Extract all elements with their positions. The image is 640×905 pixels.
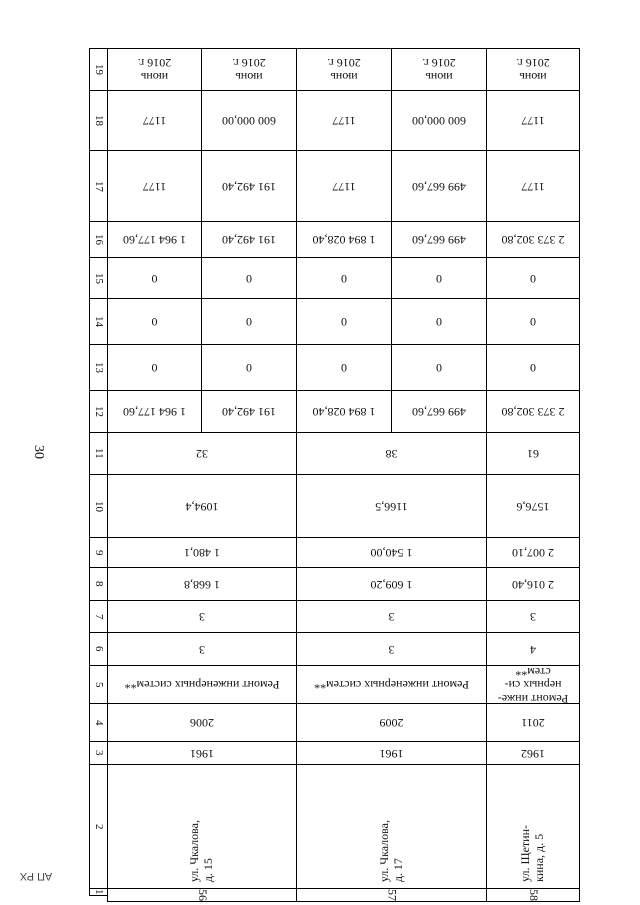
- row-number-58: 58: [486, 888, 580, 902]
- amount-c19-56-1: июнь 2016 г.: [107, 48, 202, 91]
- column-number-11: 11: [89, 432, 108, 475]
- address-57-text: ул. Чкалова, д. 17: [376, 819, 405, 882]
- amount-c16-58-1: 2 373 302,80: [486, 221, 580, 258]
- entrances-58: 3: [486, 600, 580, 633]
- amount-c18-56-1: 1177: [107, 90, 202, 151]
- archive-stamp: АП РХ: [19, 870, 53, 882]
- column-number-10: 10: [89, 474, 108, 538]
- amount-c17-58-1: 1177: [486, 150, 580, 222]
- residents-56: 32: [107, 432, 297, 475]
- work-type-57: Ремонт инженерных систем**: [296, 665, 487, 704]
- amount-c17-56-2: 191 492,40: [201, 150, 297, 222]
- column-number-12: 12: [89, 390, 108, 433]
- amount-c14-58-1: 0: [486, 298, 580, 345]
- amount-c18-57-1: 1177: [296, 90, 392, 151]
- year-built-56: 1961: [107, 741, 297, 765]
- area-living-58: 2 007,10: [486, 537, 580, 568]
- amount-c17-56-1: 1177: [107, 150, 202, 222]
- column-number-16: 16: [89, 221, 108, 258]
- column-number-13: 13: [89, 344, 108, 391]
- floors-56: 3: [107, 632, 297, 666]
- row-number-57: 57: [296, 888, 487, 902]
- amount-c13-56-2: 0: [201, 344, 297, 391]
- column-number-18: 18: [89, 90, 108, 151]
- column-number-7: 7: [89, 600, 108, 633]
- entrances-57: 3: [296, 600, 487, 633]
- area-total-57: 1 609,20: [296, 567, 487, 601]
- amount-c17-57-1: 1177: [296, 150, 392, 222]
- amount-c14-57-1: 0: [296, 298, 392, 345]
- column-number-14: 14: [89, 298, 108, 345]
- amount-c16-56-2: 191 492,40: [201, 221, 297, 258]
- amount-c14-57-2: 0: [391, 298, 487, 345]
- amount-c14-56-1: 0: [107, 298, 202, 345]
- amount-c15-56-1: 0: [107, 257, 202, 299]
- column-number-1: 1: [89, 888, 108, 896]
- amount-c18-57-2: 600 000,00: [391, 90, 487, 151]
- amount-c12-56-2: 191 492,40: [201, 390, 297, 433]
- amount-c17-57-2: 499 667,60: [391, 150, 487, 222]
- year-built-57: 1961: [296, 741, 487, 765]
- residents-57: 38: [296, 432, 487, 475]
- amount-c13-56-1: 0: [107, 344, 202, 391]
- page-number: 30: [31, 445, 46, 459]
- amount-c12-58-1: 2 373 302,80: [486, 390, 580, 433]
- floors-58: 4: [486, 632, 580, 666]
- last-repair-year-56: 2006: [107, 703, 297, 742]
- amount-c16-56-1: 1 964 177,60: [107, 221, 202, 258]
- address-56: [107, 764, 297, 889]
- area-living-56: 1 480,1: [107, 537, 297, 568]
- area-col10-56: 1094,4: [107, 474, 297, 538]
- amount-c16-57-2: 499 667,60: [391, 221, 487, 258]
- address-57: [296, 764, 487, 889]
- amount-c13-57-1: 0: [296, 344, 392, 391]
- floors-57: 3: [296, 632, 487, 666]
- column-number-4: 4: [89, 703, 108, 742]
- amount-c19-57-1: июнь 2016 г.: [296, 48, 392, 91]
- area-total-58: 2 016,40: [486, 567, 580, 601]
- column-number-17: 17: [89, 150, 108, 222]
- amount-c18-56-2: 600 000,00: [201, 90, 297, 151]
- address-58-text: ул. Щетин- кина, д. 5: [518, 825, 546, 882]
- amount-c19-57-2: июнь 2016 г.: [391, 48, 487, 91]
- amount-c16-57-1: 1 894 028,40: [296, 221, 392, 258]
- entrances-56: 3: [107, 600, 297, 633]
- amount-c19-58-1: июнь 2016 г.: [486, 48, 580, 91]
- amount-c12-57-2: 499 667,60: [391, 390, 487, 433]
- amount-c15-58-1: 0: [486, 257, 580, 299]
- amount-c12-57-1: 1 894 028,40: [296, 390, 392, 433]
- area-total-56: 1 668,8: [107, 567, 297, 601]
- address-56-text: ул. Чкалова, д. 15: [187, 819, 215, 882]
- area-col10-58: 1576,6: [486, 474, 580, 538]
- address-58: [486, 764, 580, 889]
- amount-c15-56-2: 0: [201, 257, 297, 299]
- amount-c18-58-1: 1177: [486, 90, 580, 151]
- last-repair-year-58: 2011: [486, 703, 580, 742]
- work-type-58: Ремонт инже- нерных си- стем**: [486, 665, 580, 704]
- amount-c15-57-2: 0: [391, 257, 487, 299]
- last-repair-year-57: 2009: [296, 703, 487, 742]
- row-number-56: 56: [107, 888, 297, 902]
- residents-58: 61: [486, 432, 580, 475]
- column-number-19: 19: [89, 48, 108, 91]
- column-number-5: 5: [89, 665, 108, 704]
- column-number-9: 9: [89, 537, 108, 568]
- year-built-58: 1962: [486, 741, 580, 765]
- amount-c15-57-1: 0: [296, 257, 392, 299]
- amount-c13-58-1: 0: [486, 344, 580, 391]
- amount-c14-56-2: 0: [201, 298, 297, 345]
- amount-c13-57-2: 0: [391, 344, 487, 391]
- column-number-2: 2: [89, 764, 108, 889]
- column-number-6: 6: [89, 632, 108, 666]
- work-type-56: Ремонт инженерных систем**: [107, 665, 297, 704]
- area-living-57: 1 540,00: [296, 537, 487, 568]
- amount-c19-56-2: июнь 2016 г.: [201, 48, 297, 91]
- column-number-3: 3: [89, 741, 108, 765]
- column-number-8: 8: [89, 567, 108, 601]
- column-number-15: 15: [89, 257, 108, 299]
- amount-c12-56-1: 1 964 177,60: [107, 390, 202, 433]
- area-col10-57: 1166,5: [296, 474, 487, 538]
